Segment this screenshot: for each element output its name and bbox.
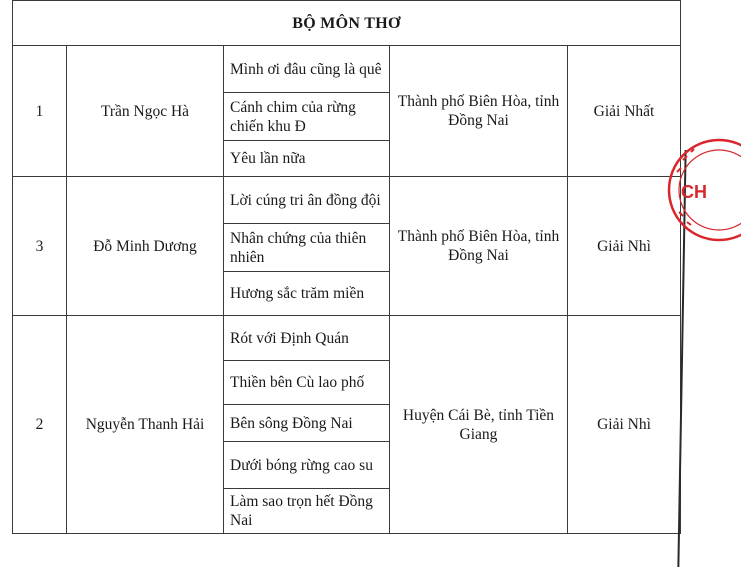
poem-title: Yêu lần nữa [224, 141, 390, 177]
author-address: Huyện Cái Bè, tỉnh Tiền Giang [390, 316, 568, 534]
entry-number: 3 [13, 177, 67, 316]
poem-title: Bên sông Đồng Nai [224, 405, 390, 442]
seal-text: CH [681, 182, 707, 202]
poem-title: Làm sao trọn hết Đồng Nai [224, 489, 390, 534]
entry-number: 1 [13, 46, 67, 177]
author-name: Trần Ngọc Hà [67, 46, 224, 177]
poem-title: Thiền bên Cù lao phố [224, 361, 390, 405]
poem-title: Mình ơi đâu cũng là quê [224, 46, 390, 93]
award-level: Giải Nhì [568, 177, 681, 316]
table-row [13, 46, 681, 93]
author-name: Đỗ Minh Dương [67, 177, 224, 316]
author-name: Nguyễn Thanh Hải [67, 316, 224, 534]
awards-table [12, 0, 681, 534]
author-address: Thành phố Biên Hòa, tỉnh Đồng Nai [390, 46, 568, 177]
entry-number: 2 [13, 316, 67, 534]
poem-title: Lời cúng tri ân đồng đội [224, 177, 390, 224]
award-level: Giải Nhì [568, 316, 681, 534]
section-title: BỘ MÔN THƠ [13, 1, 681, 46]
red-seal-stamp [661, 132, 741, 250]
poem-title: Dưới bóng rừng cao su [224, 442, 390, 489]
author-address: Thành phố Biên Hòa, tỉnh Đồng Nai [390, 177, 568, 316]
poem-title: Hương sắc trăm miền [224, 272, 390, 316]
poem-title: Rót với Định Quán [224, 316, 390, 361]
table-row [13, 177, 681, 224]
poem-title: Nhân chứng của thiên nhiên [224, 224, 390, 272]
poem-title: Cánh chim của rừng chiến khu Đ [224, 93, 390, 141]
award-level: Giải Nhất [568, 46, 681, 177]
table-row [13, 316, 681, 361]
